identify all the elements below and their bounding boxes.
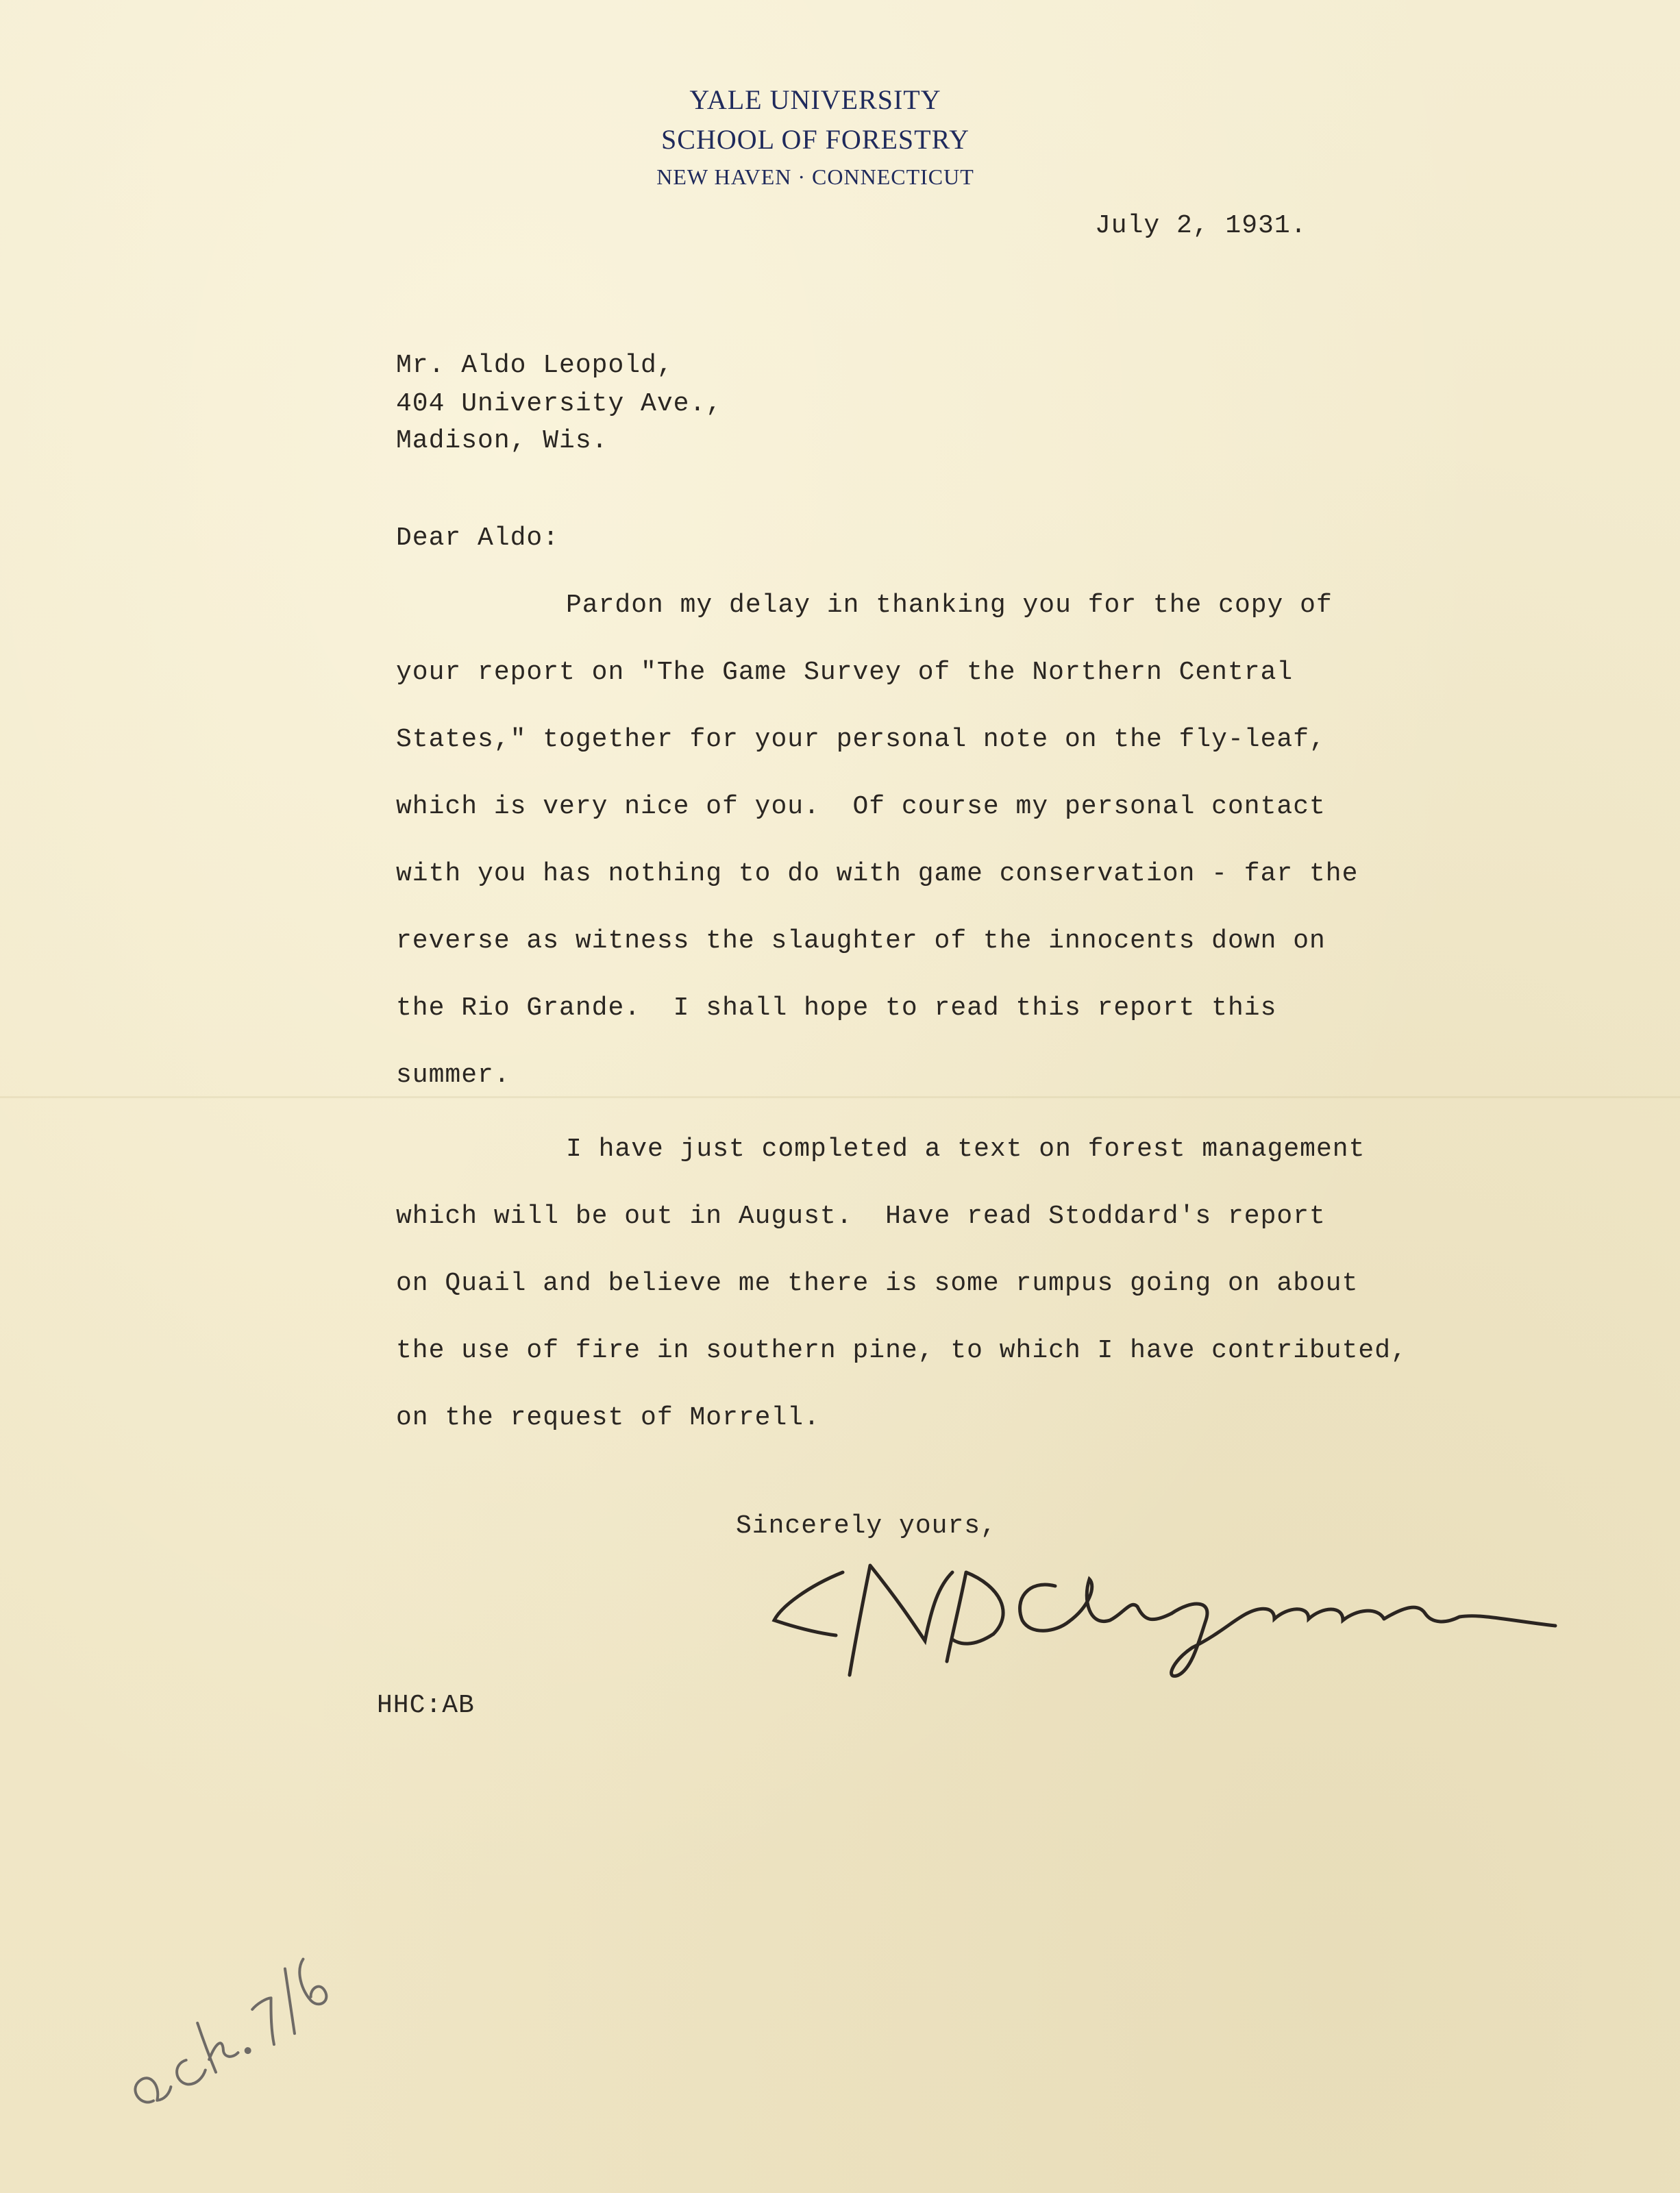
recipient-street: 404 University Ave., — [396, 389, 723, 419]
reference-initials: HHC:AB — [377, 1691, 475, 1720]
handwritten-signature — [767, 1559, 1562, 1682]
letterhead-institution: YALE UNIVERSITY — [689, 84, 941, 115]
body-line: summer. — [396, 1061, 510, 1090]
recipient-name: Mr. Aldo Leopold, — [396, 351, 674, 380]
letterhead-school: SCHOOL OF FORESTRY — [661, 124, 969, 155]
body-line: on Quail and believe me there is some rumpus going on about — [396, 1269, 1359, 1298]
body-line: which will be out in August. Have read Stoddard's report — [396, 1202, 1326, 1231]
body-line: States," together for your personal note on the fly-leaf, — [396, 725, 1326, 754]
closing: Sincerely yours, — [736, 1511, 997, 1541]
body-line: reverse as witness the slaughter of the innocents down on — [396, 926, 1326, 956]
body-line: with you has nothing to do with game conservation - far the — [396, 859, 1359, 889]
body-line: on the request of Morrell. — [396, 1403, 820, 1433]
body-line: your report on "The Game Survey of the Northern Central — [396, 658, 1294, 687]
recipient-city: Madison, Wis. — [396, 426, 608, 456]
body-line: the Rio Grande. I shall hope to read this report this — [396, 993, 1277, 1023]
body-line: which is very nice of you. Of course my personal contact — [396, 792, 1326, 821]
body-line: Pardon my delay in thanking you for the copy of — [566, 591, 1333, 620]
paper-fold — [0, 1096, 1680, 1098]
body-line: the use of fire in southern pine, to which I have contributed, — [396, 1336, 1407, 1365]
salutation: Dear Aldo: — [396, 523, 560, 553]
letter-date: July 2, 1931. — [1095, 211, 1307, 240]
letterhead-location: NEW HAVEN · CONNECTICUT — [656, 164, 974, 189]
body-line: I have just completed a text on forest management — [566, 1135, 1366, 1164]
pencil-annotation — [89, 1905, 336, 2110]
